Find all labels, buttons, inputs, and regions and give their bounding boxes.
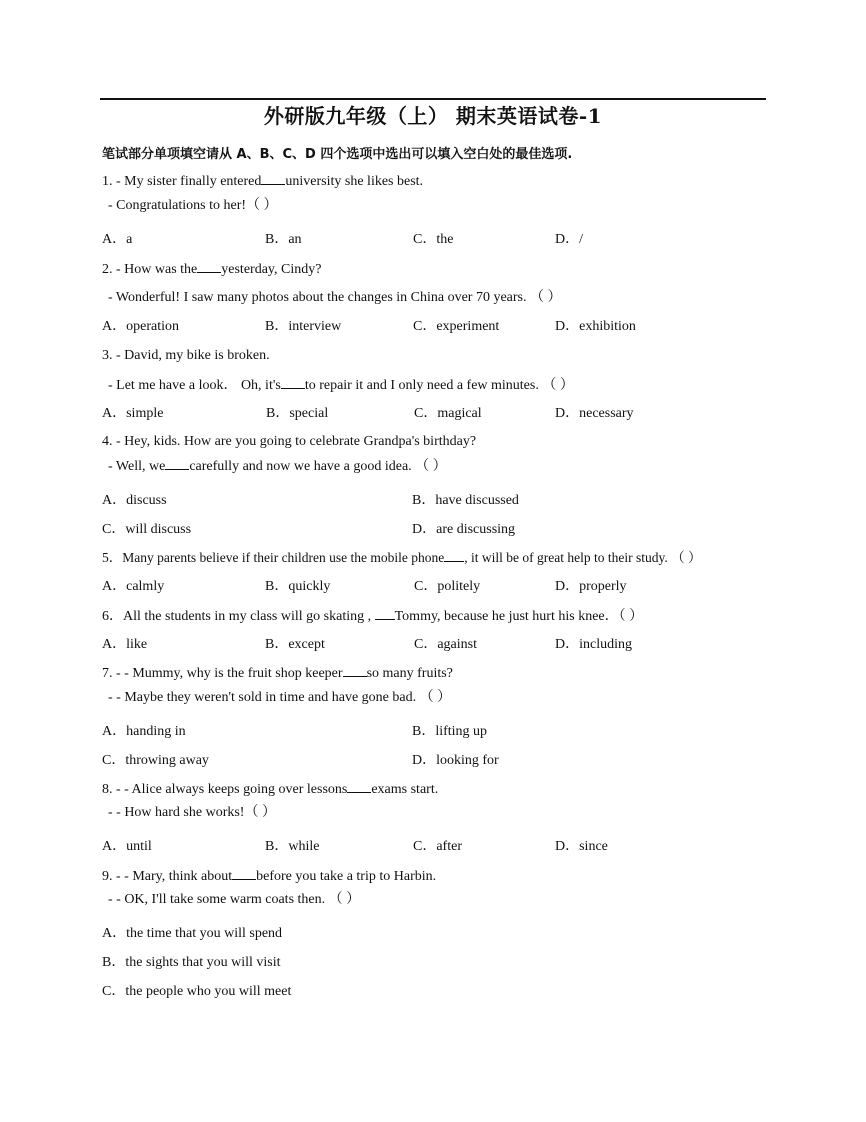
q6-option-b: B．except [265,637,325,652]
question-2-line-2: - Wonderful! I saw many photos about the changes in China over 70 years. （ ） [108,290,562,305]
q7-option-b: B．lifting up [412,724,488,739]
q4-option-c: C．will discuss [102,522,192,537]
question-9-line-1: 9. - - Mary, think about before you take a trip to Harbin. [102,869,437,884]
question-4-line-2: - Well, we carefully and now we have a good idea. （ ） [108,459,447,474]
question-2-line-1: 2. - How was the yesterday, Cindy? [102,262,322,277]
q6-option-d: D．including [555,637,632,652]
instructions: 笔试部分单项填空请从 A、B、C、D 四个选项中选出可以填入空白处的最佳选项. [102,147,573,162]
q3-option-d: D．necessary [555,406,634,421]
q5-option-b: B．quickly [265,579,331,594]
q3-option-a: A．simple [102,406,164,421]
question-3-line-1: 3. - David, my bike is broken. [102,348,270,363]
q5-option-d: D．properly [555,579,627,594]
q1-option-d: D．/ [555,232,583,247]
answer-blank [232,867,256,880]
q6-option-c: C．against [414,637,477,652]
question-5-line-1: 5．Many parents believe if their children use the mobile phone , it will be of great help to their study. （ ） [102,550,702,565]
q5-option-a: A．calmly [102,579,165,594]
question-1-line-2: - Congratulations to her!（ ） [108,198,278,213]
q6-option-a: A．like [102,637,148,652]
q8-option-c: C．after [413,839,462,854]
q9-option-b: B．the sights that you will visit [102,955,281,970]
q2-option-a: A．operation [102,319,179,334]
q7-option-d: D．looking for [412,753,499,768]
q1-option-a: A．a [102,232,133,247]
question-8-line-2: - - How hard she works!（ ） [108,805,276,820]
answer-blank [444,549,464,562]
q3-option-b: B．special [266,406,329,421]
q8-option-b: B．while [265,839,320,854]
answer-blank [261,172,285,185]
answer-blank [375,607,395,620]
q7-option-a: A．handing in [102,724,186,739]
q1-option-b: B．an [265,232,302,247]
q9-option-a: A．the time that you will spend [102,926,283,941]
q4-option-a: A．discuss [102,493,167,508]
answer-blank [347,780,371,793]
q9-option-c: C．the people who you will meet [102,984,292,999]
q1-option-c: C．the [413,232,454,247]
question-3-line-2: - Let me have a look． Oh, it's to repair it and I only need a few minutes. （ ） [108,378,574,393]
question-7-line-2: - - Maybe they weren't sold in time and have gone bad. （ ） [108,690,452,705]
q8-option-a: A．until [102,839,152,854]
q2-option-b: B．interview [265,319,342,334]
q5-option-c: C．politely [414,579,481,594]
page-title: 外研版九年级（上） 期末英语试卷-1 [263,104,603,128]
q3-option-c: C．magical [414,406,482,421]
question-4-line-1: 4. - Hey, kids. How are you going to celebrate Grandpa's birthday? [102,434,477,449]
q4-option-d: D．are discussing [412,522,516,537]
answer-blank [343,664,367,677]
question-7-line-1: 7. - - Mummy, why is the fruit shop keeper so many fruits? [102,666,453,681]
q4-option-b: B．have discussed [412,493,519,508]
q7-option-c: C．throwing away [102,753,209,768]
question-9-line-2: - - OK, I'll take some warm coats then. （ ） [108,892,361,907]
q8-option-d: D．since [555,839,608,854]
q2-option-d: D．exhibition [555,319,636,334]
q2-option-c: C．experiment [413,319,500,334]
question-8-line-1: 8. - - Alice always keeps going over lessons exams start. [102,782,439,797]
answer-blank [281,376,305,389]
question-6-line-1: 6．All the students in my class will go skating , Tommy, because he just hurt his knee．（ ） [102,609,644,624]
answer-blank [197,260,221,273]
answer-blank [165,457,189,470]
question-1-line-1: 1. - My sister finally entered university she likes best. [102,174,424,189]
